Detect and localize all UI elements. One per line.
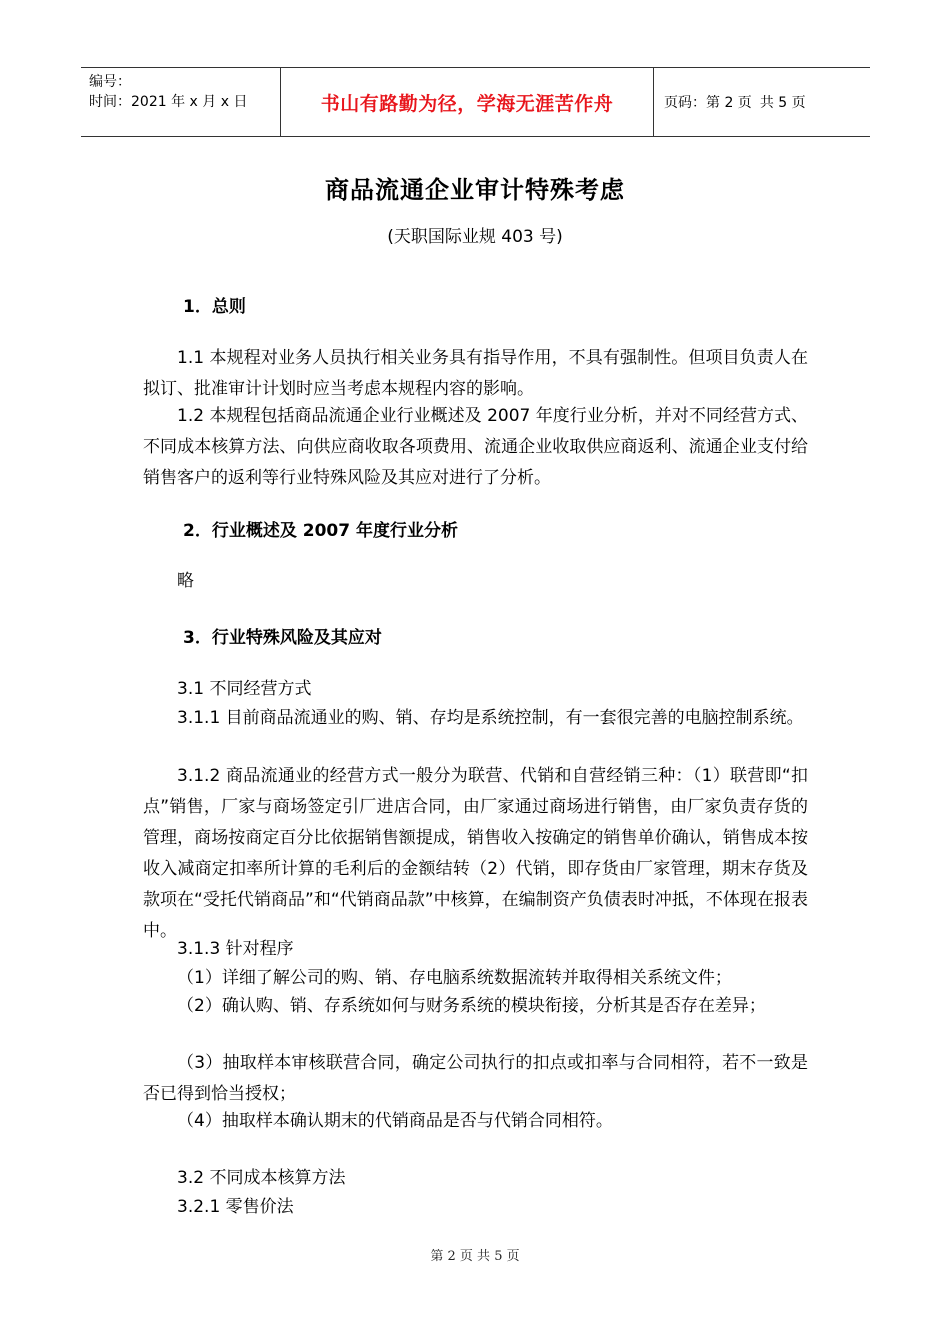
paragraph-1-1: 1.1 本规程对业务人员执行相关业务具有指导作用，不具有强制性。但项目负责人在拟订、批准审计计划时应当考虑本规程内容的影响。 bbox=[143, 348, 808, 399]
header-page-total: 共 5 页 bbox=[759, 95, 806, 111]
paragraph-3-1-1: 3.1.1 目前商品流通业的购、销、存均是系统控制，有一套很完善的电脑控制系统。 bbox=[177, 708, 804, 728]
procedure-item-1: （1）详细了解公司的购、销、存电脑系统数据流转并取得相关系统文件； bbox=[177, 968, 732, 988]
document-time-label: 时间：2021 年 x 月 x 日 bbox=[89, 94, 248, 110]
section-heading-1: 1．总则 bbox=[183, 297, 246, 317]
document-number-label: 编号： bbox=[89, 74, 131, 90]
page-header bbox=[81, 67, 870, 137]
paragraph-3-1: 3.1 不同经营方式 bbox=[177, 679, 312, 699]
header-page-number: 页码：第 2 页 bbox=[664, 95, 752, 111]
section-heading-3: 3．行业特殊风险及其应对 bbox=[183, 628, 382, 648]
paragraph-2: 略 bbox=[177, 571, 194, 591]
paragraph-3-2-1: 3.2.1 零售价法 bbox=[177, 1197, 294, 1217]
document-title: 商品流通企业审计特殊考虑 bbox=[325, 176, 625, 204]
header-page-info bbox=[654, 68, 870, 136]
paragraph-3-1-2: 3.1.2 商品流通业的经营方式一般分为联营、代销和自营经销三种：（1）联营即“扣点”销售，厂家与商场签定引厂进店合同，由厂家通过商场进行销售，由厂家负责存货的管理，商场按商定百分比依据销售额提成，销售收入按确定的销售单价确认，销售成本按收入减商定扣率所计算的毛利后的金额结转（2）代销，即存货由厂家管理，期末存货及款项在“受托代销商品”和“代销商品款”中核算，在编制资产负债表时冲抵，不体现在报表中。 bbox=[143, 766, 808, 941]
procedure-item-3: （3）抽取样本审核联营合同，确定公司执行的扣点或扣率与合同相符，若不一致是否已得到恰当授权； bbox=[143, 1053, 808, 1104]
section-heading-2: 2．行业概述及 2007 年度行业分析 bbox=[183, 521, 458, 541]
procedure-item-2: （2）确认购、销、存系统如何与财务系统的模块衔接，分析其是否存在差异； bbox=[177, 996, 766, 1016]
page-footer: 第 2 页 共 5 页 bbox=[430, 1249, 520, 1264]
paragraph-3-2: 3.2 不同成本核算方法 bbox=[177, 1168, 346, 1188]
paragraph-3-1-3: 3.1.3 针对程序 bbox=[177, 939, 294, 959]
document-subtitle: (天职国际业规 403 号) bbox=[387, 227, 563, 247]
header-meta bbox=[81, 68, 281, 136]
procedure-item-4: （4）抽取样本确认期末的代销商品是否与代销合同相符。 bbox=[177, 1111, 613, 1131]
paragraph-1-2: 1.2 本规程包括商品流通企业行业概述及 2007 年度行业分析，并对不同经营方式、不同成本核算方法、向供应商收取各项费用、流通企业收取供应商返利、流通企业支付给销售客户的返利等行业特殊风险及其应对进行了分析。 bbox=[143, 406, 808, 488]
header-motto: 书山有路勤为径，学海无涯苦作舟 bbox=[281, 68, 654, 136]
